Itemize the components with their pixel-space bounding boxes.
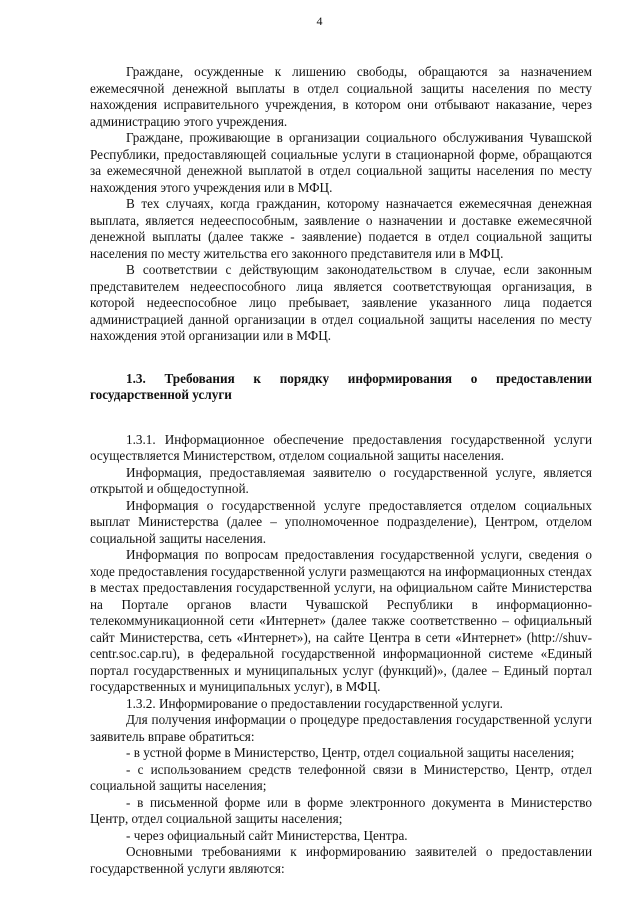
paragraph: Для получения информации о процедуре предоставления государственной услуги заявитель вправе обратиться:: [90, 712, 592, 744]
paragraph: В соответствии с действующим законодательством в случае, если законным представителем недееспособного лица является соответствующая организация, в которой недееспособное лицо пребывает, заявление указанного лица подается администрацией данной организации в отдел социальной защиты населения по месту нахождения этой организации или в МФЦ.: [90, 262, 592, 343]
paragraph: 1.3.1. Информационное обеспечение предоставления государственной услуги осуществляется Министерством, отделом социальной защиты населения.: [90, 431, 592, 463]
list-item: - с использованием средств телефонной связи в Министерство, Центр, отдел социальной защиты населения;: [90, 761, 592, 793]
paragraph: Основными требованиями к информированию заявителей о предоставлении государственной услуги являются:: [90, 844, 592, 876]
page-number: 4: [316, 14, 323, 28]
list-item: - в письменной форме или в форме электронного документа в Министерство Центр, отдел социальной защиты населения;: [90, 794, 592, 826]
document-body: [90, 64, 592, 877]
list-item: - в устной форме в Министерство, Центр, отдел социальной защиты населения;: [126, 745, 575, 760]
paragraph: В тех случаях, когда гражданин, которому назначается ежемесячная денежная выплата, является недееспособным, заявление о назначении и доставке ежемесячной денежной выплаты (далее также - заявление) подается в отдел социальной защиты населения по месту жительства его законного представителя или в МФЦ.: [90, 196, 592, 261]
paragraph: Граждане, осужденные к лишению свободы, обращаются за назначением ежемесячной денежной выплаты в отдел социальной защиты населения по месту нахождения исправительного учреждения, в котором они отбывают наказание, через администрацию этого учреждения.: [90, 64, 592, 129]
paragraph: Информация, предоставляемая заявителю о государственной услуге, является открытой и общедоступной.: [90, 464, 592, 496]
list-item: - через официальный сайт Министерства, Центра.: [126, 827, 408, 843]
paragraph: Информация о государственной услуге предоставляется отделом социальных выплат Министерства (далее – уполномоченное подразделение), Центром, отделом социальной защиты населения.: [90, 497, 592, 546]
paragraph: Информация по вопросам предоставления государственной услуги, сведения о ходе предоставления государственной услуги размещаются на информационных стендах в местах предоставления государственной услуги, на официальном сайте Министерства на Портале органов власти Чувашской Республики в информационно-телекоммуникационной сети «Интернет» (далее также соответственно – официальный сайт Министерства, сеть «Интернет»), на сайте Центра в сети «Интернет» (http://shuv-centr.soc.cap.ru), в федеральной государственной информационной системе «Единый портал государственных и муниципальных услуг (функций)», (далее – Единый портал государственных и муниципальных услуг), в МФЦ.: [90, 547, 592, 694]
section-heading: 1.3. Требования к порядку информирования о предоставлении государственной услуги: [90, 370, 592, 402]
paragraph: 1.3.2. Информирование о предоставлении государственной услуги.: [126, 695, 503, 711]
paragraph: Граждане, проживающие в организации социального обслуживания Чувашской Республики, предоставляющей социальные услуги в стационарной форме, обращаются за ежемесячной денежной выплатой в отдел социальной защиты населения по месту нахождения этого учреждения или в МФЦ.: [90, 130, 592, 195]
